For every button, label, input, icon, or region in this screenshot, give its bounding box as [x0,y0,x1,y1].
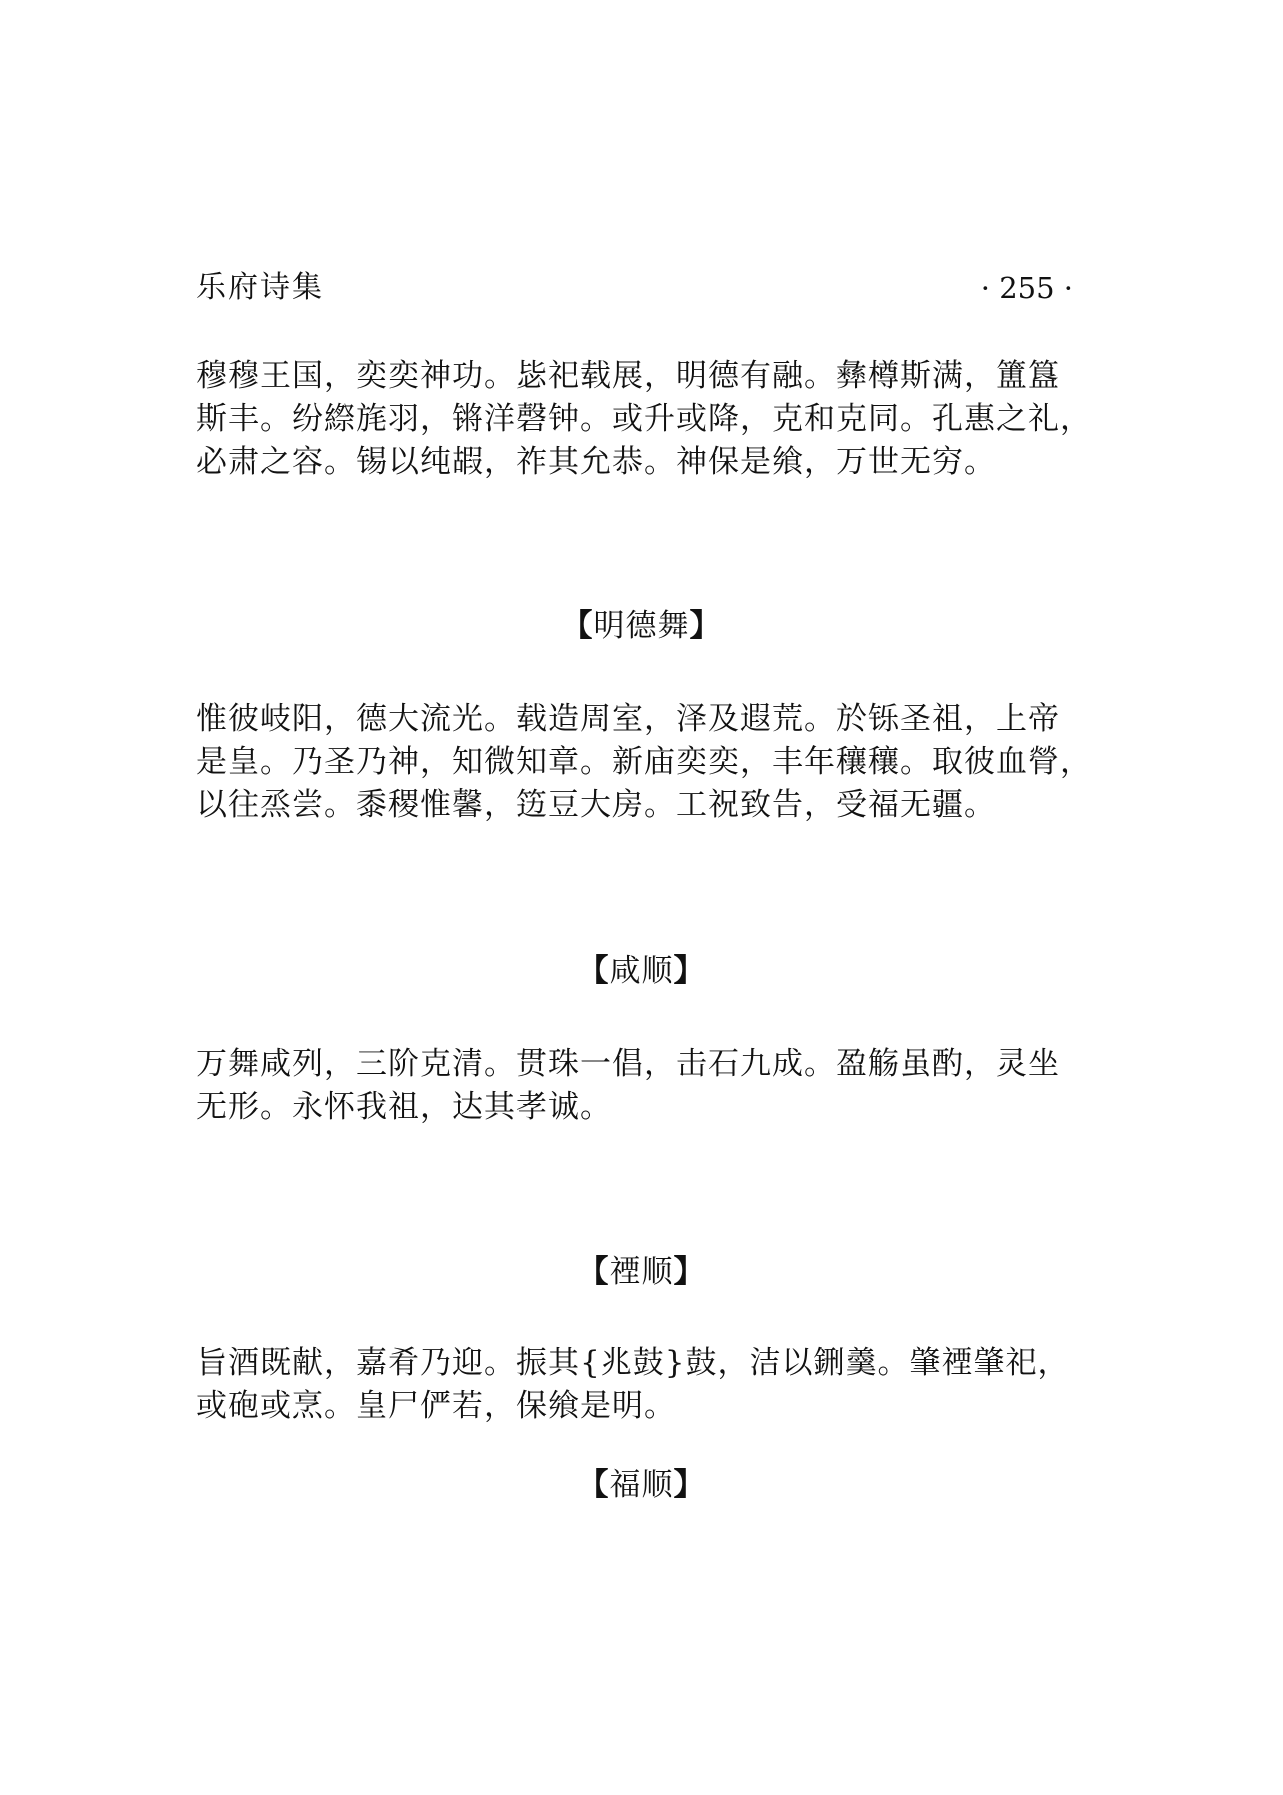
verse-line: 斯丰。纷縩旄羽，锵洋磬钟。或升或降，克和克同。孔惠之礼， [196,401,1092,437]
verse-paragraph [196,355,1116,484]
verse-line: 无形。永怀我祖，达其孝诚。 [196,1089,612,1125]
close-bracket: 】 [689,608,722,644]
verse-line: 旨酒既献，嘉肴乃迎。振其{兆鼓}鼓，洁以鉶羹。肇禋肇祀， [196,1345,1070,1381]
book-title: 乐府诗集 [196,270,324,305]
open-bracket: 【 [577,1254,610,1290]
verse-paragraph [196,1043,1116,1129]
section-heading [0,951,1283,991]
open-bracket: 【 [577,1467,610,1503]
verse-line: 是皇。乃圣乃神，知微知章。新庙奕奕，丰年穰穰。取彼血膋， [196,744,1092,780]
section-heading [0,1252,1283,1292]
page-number: · 255 · [980,271,1073,305]
section-heading [0,606,1283,646]
open-bracket: 【 [577,953,610,989]
section-heading [0,1465,1283,1505]
verse-line: 穆穆王国，奕奕神功。毖祀载展，明德有融。彝樽斯满，簠簋 [196,358,1060,394]
section-heading-text: 咸顺 [609,953,674,989]
close-bracket: 】 [673,1254,706,1290]
verse-line: 万舞咸列，三阶克清。贯珠一倡，击石九成。盈觞虽酌，灵坐 [196,1046,1060,1082]
verse-line: 以往烝尝。黍稷惟馨，笾豆大房。工祝致告，受福无疆。 [196,787,996,823]
section-heading-text: 禋顺 [609,1254,674,1290]
verse-line: 或砲或烹。皇尸俨若，保飨是明。 [196,1388,676,1424]
verse-line: 必肃之容。锡以纯嘏，祚其允恭。神保是飨，万世无穷。 [196,444,996,480]
section-heading-text: 福顺 [609,1467,674,1503]
section-heading-text: 明德舞 [593,608,690,644]
close-bracket: 】 [673,953,706,989]
verse-paragraph [196,1342,1116,1428]
open-bracket: 【 [561,608,594,644]
verse-line: 惟彼岐阳，德大流光。载造周室，泽及遐荒。於铄圣祖，上帝 [196,701,1060,737]
close-bracket: 】 [673,1467,706,1503]
verse-paragraph [196,698,1116,827]
